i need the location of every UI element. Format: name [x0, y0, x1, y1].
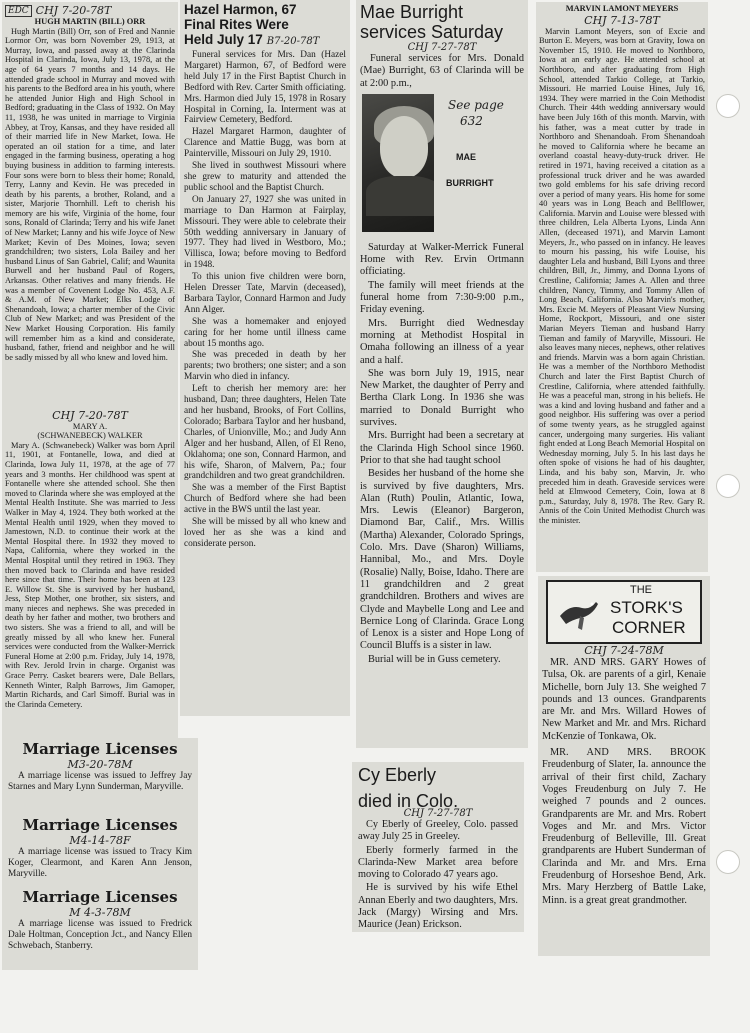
headline: Cy Eberly	[358, 765, 437, 785]
harmon-clipping	[180, 0, 350, 716]
birth-announcements	[542, 657, 706, 907]
handwritten-date: CHJ 7-13-78T	[584, 13, 660, 27]
paragraph: She was preceded in death by her parents; two brothers; one sister; and a son Marvin who died in infancy.	[184, 350, 346, 383]
paragraph: She lived in southwest Missouri where she grew to maturity and attended the public school and the Baptist Church.	[184, 161, 346, 193]
binder-hole	[716, 850, 740, 874]
handwritten-date: M3-20-78M	[67, 758, 133, 771]
paragraph: She will be missed by all who knew and loved her as she was a kind and considerate person.	[184, 517, 346, 549]
handwritten-note: See page	[448, 97, 504, 112]
obituary-body: Mary A. (Schwanebeck) Walker was born April 11, 1901, at Fontanelle, Iowa, and died at Clarinda, Iowa July 11, 1978, at the age of 77 years and 3 months. Her childhood was spent at Fontanelle where she attended school. She then moved to Clarinda where she was employed at the Mental Health Institute. She was married to Jess Walker in May 4, 1924. They both worked at the Mental Health until 1929, when they moved to Jamestown, N.D. to continue their work at the Mental Hospital there. In 1932 they moved to Napa, California, where they worked in the Mental Hospital until they retired in 1963. They then moved back to Clarinda and have resided here since that time. Their home has been at 123 E. Willow St. She is survived by her husband, Jess, Step Mother, one brother, six sisters, and many nieces and nephews. She was preceded in death by her father and mother, two brothers and two sisters. She was a friend to all, and will be greatly missed by all who knew her. Funeral services were conducted from the Walker-Merrick Funeral Home at 2:00 p.m. Friday, July 14, 1978, with Rev. Jerold Irvin in charge. Organist was Grace Perry. Casket bearers were, Dale Bellars, Kenneth Winter, Ralph Barrows, Jim Gamoper, Martin Richards, and Carl Simoff. Burial was in the Clarinda Cemetery.	[5, 440, 175, 709]
obituary-title: MARY A.	[72, 421, 108, 431]
paragraph: Saturday at Walker-Merrick Funeral Home with Rev. Ervin Ortmann officiating.	[360, 241, 524, 278]
paragraph: MR. AND MRS. GARY Howes of Tulsa, Ok. are parents of a girl, Kenaie Michelle, born July 13. She weighed 7 pounds and 13 ounces. Grandparents are Mr. and Mrs. Willard Howes of New Market and Mr. and Mrs. Richard McKenzie of Tonkawa, Ok.	[542, 657, 706, 742]
paragraph: Hazel Margaret Harmon, daughter of Clarence and Mattie Bugg, was born at Painterville, Missouri on July 29, 1910.	[184, 127, 346, 160]
stork-logo	[546, 580, 702, 644]
handwritten-date: CHJ 7-27-78T	[407, 42, 477, 53]
paragraph: Eberly formerly farmed in the Clarinda-New Market area before moving to Colorado 47 years ago.	[358, 844, 518, 881]
headline: services Saturday	[360, 22, 504, 42]
handwritten-date: CHJ 7-27-78T	[403, 808, 473, 819]
obituary-body: Marvin Lamont Meyers, son of Excie and Burton E. Meyers, was born at Gravity, Iowa on November 15, 1910. He moved to Northboro, Iowa at an early age. He attended school at Northboro, and after graduating from High School, attended Tarkio College, at Tarkio, Missouri. He married Louise Hines, July 16, 1934. They were married in the Coin Methodist Church. Their 44th wedding anniversary would have been July 16th of this month. Marvin, with his father, was a meat cutter by trade in Northboro and Shenandoah. From Shenandoah he moved to California where he became an overland coastal heavy-duty-truck driver. He retired in 1971, having received a citation as a professional truck driver and he was awarded two gold emblems for his safe driving record over a period of many years. His home for some 40 years was in Long Beach and Bellflower, California. Marvin and Louise were blessed with three children, Lela Alberta Lyons, Linda Ann Allen, (deceased 1971), and Marvin Lamont Meyers, Jr., who passed on in infancy. He leaves to mourn his passing, his wife Louise, his daughter Lela and husband, Bill Lyons and three children, Bill, Jr., Jimmy, and Donna Lyons of Crestline, California; James A. Allen and three children, Nancy, Timmy, and Tommy Allen of Long Beach, California. Also Marvin's mother, Mrs. Excie M. Meyers of Pleasant View Nursing Home, Rockport, Missouri, and one sister Marian Meyers Tieman and husband Harry Tieman and family of Maryville, Missouri. He also leaves many nieces, nephews, other relatives and friends. Marvin was a born again Christian. He was a member of the Northboro Methodist Church and later the First Baptist Church of Crestline, California, where attended faithfully. He was a peaceful man, strong in his beliefs. He was a kind and loving husband and father and a good neighbor. His suffering was over a period of some twenty years, as he struggled against cancer, undergoing many surgeries. His valiant fight ended at Long Beach Memorial Hospital on Wednesday morning, July 5. In his last days he often spoke of visions he had of his daughter, Linda, and his baby son, Marvin, Jr. who preceded him in death. Graveside services were held at Elmwood Cemetery, Coin, Iowa at 8 p.m., Saturday, July 8, 1978. The Rev. Gary R. Annis of the Coin United Methodist Church was the minister.	[539, 26, 705, 525]
paragraph: On January 27, 1927 she was united in marriage to Dan Harmon at Fairplay, Missouri. They were able to celebrate their 50th wedding anniversary in January of 1977. They had lived in Westboro, Mo.; Villisca, Iowa; before moving to Bedford in 1948.	[184, 194, 346, 271]
handwritten-date: CHJ 7-20-78T	[52, 408, 128, 422]
obituary-title: MARVIN LAMONT MEYERS	[565, 4, 679, 13]
headline: died in Colo.	[358, 791, 459, 811]
paragraph: Burial will be in Guss cemetery.	[368, 653, 501, 665]
handwritten-date: B7-20-78T	[266, 36, 320, 47]
paragraph: Cy Eberly of Greeley, Colo. passed away July 25 in Greeley.	[358, 819, 518, 843]
paragraph: To this union five children were born, Helen Dresser Tate, Marvin (deceased), Barbara Taylor, Connard Harmon and Judy Ann Alger.	[184, 272, 346, 315]
logo-text: STORK'S	[610, 598, 683, 617]
license-text: A marriage license was issued to Tracy Kim Koger, Clearmont, and Karen Ann Jenson, Maryville.	[8, 847, 192, 879]
handwritten-date: CHJ 7-20-78T	[35, 4, 112, 17]
marriage-license-clipping	[2, 814, 198, 886]
archive-stamp: EDC	[5, 5, 32, 17]
photo-caption: BURRIGHT	[446, 177, 494, 188]
paragraph: She was a member of the First Baptist Church of Bedford where she had been active in the BWS until the last year.	[184, 483, 346, 516]
logo-text: THE	[630, 584, 652, 596]
license-title: Marriage Licenses	[22, 816, 178, 834]
headline: Mae Burright	[360, 2, 464, 22]
portrait-collar	[366, 176, 434, 216]
paragraph: She was a homemaker and enjoyed caring for her home until illness came about 15 months ago.	[184, 316, 346, 349]
photo-caption: MAE	[456, 151, 476, 162]
stork-icon	[552, 586, 602, 636]
obituary-body	[360, 242, 524, 666]
headline: Held July 17	[184, 32, 263, 47]
binder-hole	[716, 94, 740, 118]
paragraph: Left to cherish her memory are: her husband, Dan; three daughters, Helen Tate and her husband, Brooks, of Fort Collins, Colorado; Barbara Taylor and her husband, Charles, of Unionville, Mo.; and Judy Ann Alger and her husband, Allen, of El Reno, Oklahoma; one son, Connard Harmon, and his wife, Sharon, of Malvern, Pa.; four grandchildren and two great grandchildren.	[184, 384, 346, 482]
orr-walker-clipping	[2, 2, 178, 740]
paragraph: Mrs. Burright died Wednesday morning at Methodist Hospital in Omaha following an illness of a year and a half.	[360, 317, 524, 366]
binder-hole	[716, 474, 740, 498]
burright-clipping	[356, 0, 528, 748]
portrait-face	[380, 116, 428, 178]
obituary-title: HUGH MARTIN (BILL) ORR	[34, 17, 146, 26]
paragraph: Mrs. Burright had been a secretary at the Clarinda High School since 1960. Prior to that she had taught school	[360, 430, 524, 466]
logo-text: CORNER	[612, 618, 686, 637]
headline: Hazel Harmon, 67	[184, 2, 297, 17]
handwritten-date: M 4-3-78M	[69, 906, 131, 919]
meyers-clipping	[536, 2, 708, 572]
license-title: Marriage Licenses	[22, 888, 178, 906]
paragraph: He is survived by his wife Ethel Annan Eberly and two daughters, Mrs. Jack (Margy) Wirsing and Mrs. Maurice (Jean) Erickson.	[358, 882, 518, 931]
portrait-photo	[362, 94, 434, 232]
obituary-body: Hugh Martin (Bill) Orr, son of Fred and Nannie Lormor Orr, was born November 29, 1913, at Murray, Iowa, and passed away at the Clarinda Hospital in Clarinda, Iowa, July 13, 1978, at the age of 64 years 7 months and 14 days. He attended grade school in Murray and moved with his parents to the Bedford area in his youth, where he attended Junior High and High School in Bedford; graduating in the Class of 1932. On May 11, 1938, he was united in marriage to Virginia Abbey, at Troy, Kansas, and they have resided all of their married life in New Market, Iowa. He operated an oil station for a time, and later engaged in the farming business, operating a hog buying business in addition to farming interests. Four sons were born to bless their home; Ronald, Terry, Lanny and Kevin. He was preceded in death by his parents, a brother, Roland, and a sister, Marjorie Thornhill. Left to cherish his memory are his wife, Virginia of the home, four sons, Ronald of Clarinda; Terry and his wife Janet of New Market; Lanny and his wife Joyce of New Market; Kevin of Des Moines, Iowa; seven grandchildren; two sisters, Lola Bailey and her husband Linus of San Gabriel, Calif; and Waunita Burwell and her husband Paul of Rogers, Arkansas. Other relatives and many friends. He was a member of Covenent Lodge No. 453, A.F. & A.M. of New Market; Elks Lodge of Shenandoah, Iowa; a charter member of the Civic Club of New Market; and was President of the New Market Housing Corporation. His family will remember him as a kind and considerate, husband, father, friend and neighbor and he will be sadly missed by all who knew and loved him.	[5, 26, 175, 362]
license-text: A marriage license was issued to Jeffrey Jay Starnes and Mary Lynn Sunderman, Maryville.	[8, 771, 192, 792]
paragraph: She was born July 19, 1915, near New Market, the daughter of Perry and Bertha Clark Long. In 1936 she was married to Donald Burright who survives.	[360, 367, 524, 429]
paragraph: MR. AND MRS. BROOK Freudenburg of Slater, Ia. announce the arrival of their first child, Zachary Voges Freudenburg on July 7. He weighed 7 pounds and 2 ounces. Grandparents are Mr. and Mrs. Robert Voges and Mr. and Mrs. Victor Freudenburg of Belleville, Ill. Great grandparents are Hubert Sunderman of Clarinda and Mr. and Mrs. Erna Freudenburg of Horseshoe Bend, Ark. Mrs. Mary Herzberg of Battle Lake, Minn. is a great great grandmother.	[542, 747, 706, 906]
obituary-subtitle: (SCHWANEBECK) WALKER	[37, 431, 143, 441]
marriage-license-clipping	[2, 886, 198, 970]
handwritten-date: M4-14-78F	[69, 834, 131, 847]
obituary-body	[184, 50, 346, 550]
handwritten-date: CHJ 7-24-78M	[584, 644, 664, 657]
marriage-license-clipping	[2, 738, 198, 814]
license-title: Marriage Licenses	[22, 740, 178, 758]
eberly-clipping	[352, 762, 524, 932]
paragraph: Besides her husband of the home she is survived by five daughters, Mrs. Alan (Ruth) Poulin, Atlantic, Iowa, Mrs. Lewis (Eleanor) Bargeron, Diamond Bar, Calif., Mrs. Willis (Martha) Alexander, Colorado Springs, Colo. Mrs. Dave (Sharon) Williams, Hannibal, Mo., and Mrs. Doyle (Rosalie) Nally, Boise, Idaho. There are 11 grandchildren and 2 great grandchildren. Brothers and wives are Clyde and Maybelle Long and Lee and Bernice Long of Clarinda. Grace Long of Lenox is a sister and Hope Long of Council Bluffs is a sister in law.	[360, 468, 524, 652]
handwritten-note: 632	[460, 113, 483, 128]
paragraph: Funeral services for Mrs. Dan (Hazel Margaret) Harmon, 67, of Bedford were held July 17 in the First Baptist Church in Bedford with Rev. Carter Smith officiating. Mrs. Harmon died July 15, 1978 in Rosary Hospital in Corning, Ia. Interment was at Fairview Cemetery, Bedford.	[184, 50, 346, 126]
obituary-intro: Funeral services for Mrs. Donald (Mae) Burright, 63 of Clarinda will be at 2:00 p.m.,	[360, 53, 524, 89]
license-text: A marriage license was issued to Fredrick Dale Holtman, Conception Jct., and Nancy Ellen Schwebach, Stanberry.	[8, 919, 192, 951]
paragraph: The family will meet friends at the funeral home from 7:30-9:00 p.m., Friday evening.	[360, 279, 524, 316]
stork-clipping	[538, 576, 710, 956]
obituary-body	[358, 819, 518, 932]
headline: Final Rites Were	[184, 17, 289, 32]
